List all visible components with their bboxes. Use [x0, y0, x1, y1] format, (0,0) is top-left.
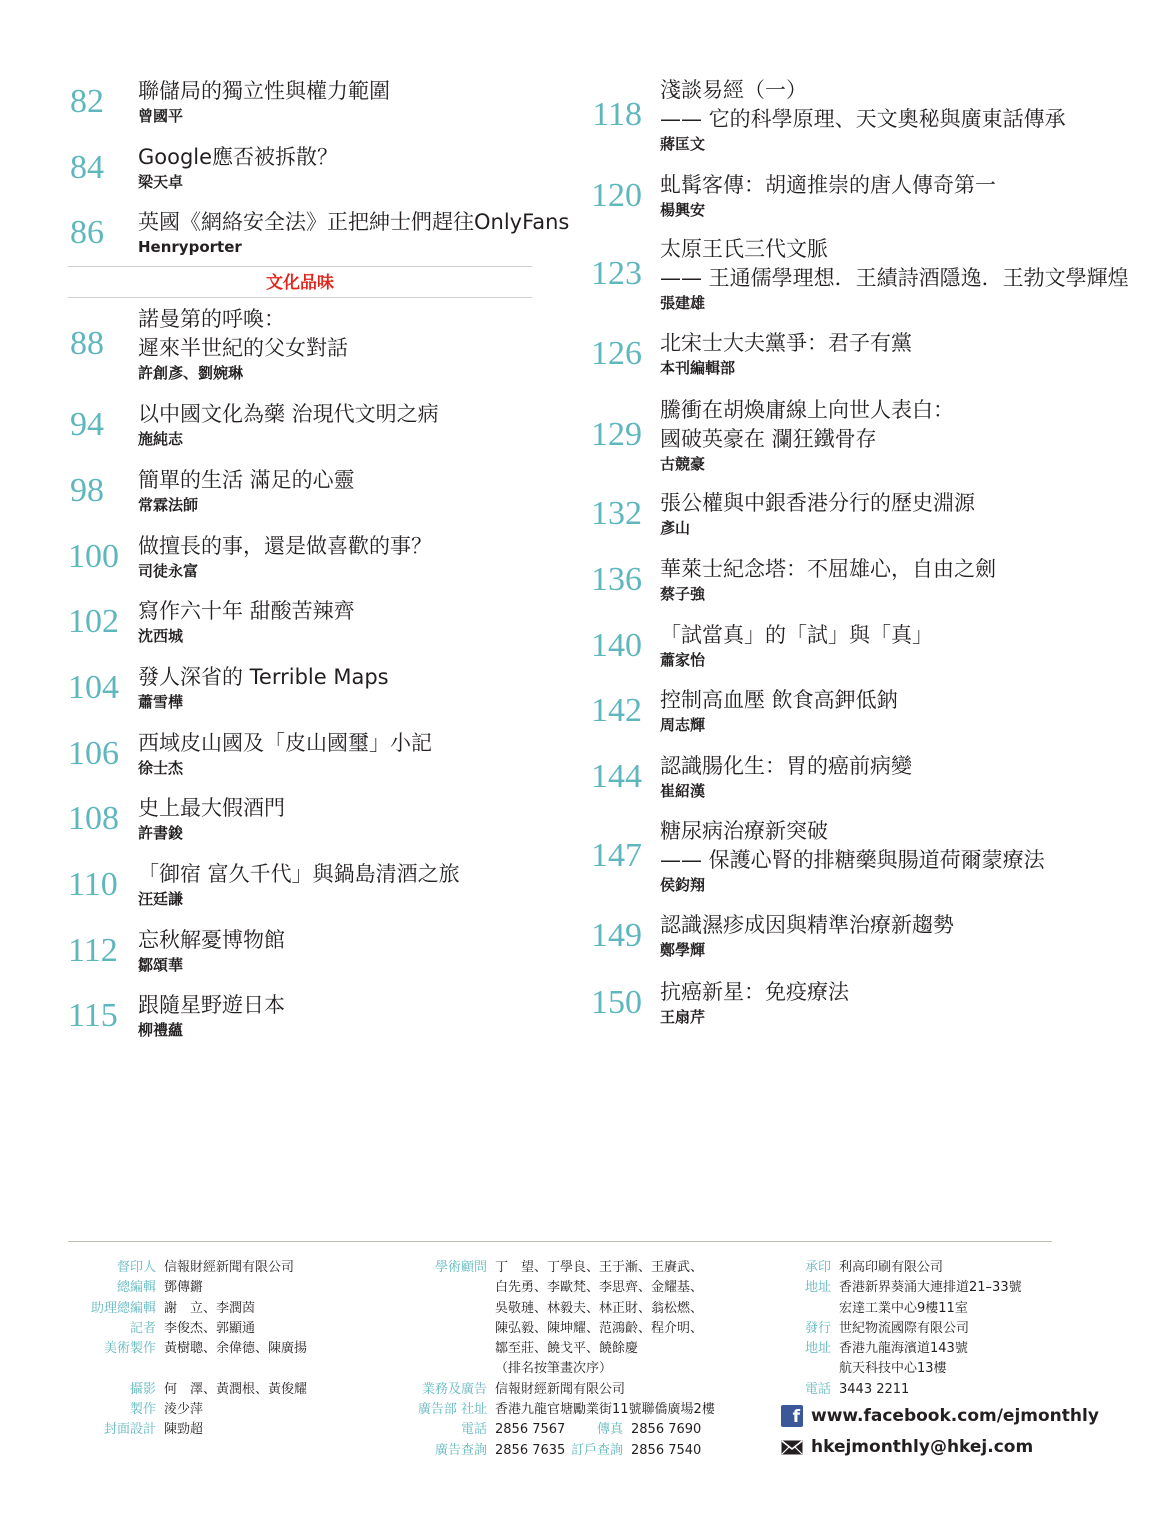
- article-title: 華萊士紀念塔：不屈雄心，自由之劍: [660, 557, 996, 581]
- facebook-url[interactable]: www.facebook.com/ejmonthly: [811, 1406, 1099, 1426]
- masthead-label: 承印: [804, 1260, 831, 1275]
- masthead-row: [80, 1339, 307, 1359]
- page-number: 112: [68, 931, 118, 969]
- masthead-value: 利高印刷有限公司: [839, 1260, 944, 1275]
- masthead-row: [405, 1339, 715, 1359]
- article-author: 柳禮蘊: [138, 1021, 184, 1039]
- page-number: 102: [68, 602, 119, 640]
- article-title: 忘秋解憂博物館: [138, 928, 285, 952]
- article-title: 認識腸化生：胃的癌前病變: [660, 754, 912, 778]
- article-author: 許書鋑: [138, 824, 184, 842]
- masthead-value: 陳勁超: [164, 1422, 204, 1438]
- page-number: 149: [591, 916, 642, 954]
- article-title: 做擅長的事，還是做喜歡的事？: [138, 534, 432, 558]
- article-author: 梁天卓: [138, 173, 184, 191]
- masthead-label: 傳真: [596, 1422, 623, 1438]
- masthead-value: 李俊杰、郭顯通: [164, 1320, 256, 1336]
- masthead-row: [405, 1400, 715, 1420]
- article-title: 史上最大假酒門: [138, 796, 285, 820]
- page-number: 94: [70, 405, 104, 443]
- masthead-value: 白先勇、李歐梵、李思齊、金耀基、: [495, 1280, 704, 1296]
- page-number: 126: [591, 334, 642, 372]
- article-title: 虬髯客傳：胡適推崇的唐人傳奇第一: [660, 173, 996, 197]
- masthead-label: 地址: [804, 1341, 831, 1357]
- masthead-row: [80, 1359, 307, 1379]
- section-label: 文化品味: [266, 273, 334, 293]
- masthead-row: [795, 1359, 1022, 1379]
- page-number: 86: [70, 213, 104, 251]
- article-title: 「試當真」的「試」與「真」: [660, 623, 933, 647]
- page-number: 123: [591, 255, 642, 292]
- article-title: 遲來半世紀的父女對話: [138, 336, 348, 360]
- article-title: 寫作六十年 甜酸苦辣齊: [138, 599, 355, 623]
- page-number: 100: [68, 537, 119, 575]
- article-author: 司徒永富: [138, 562, 199, 580]
- masthead-label: 美術製作: [103, 1341, 156, 1357]
- article-author: 本刊編輯部: [660, 359, 736, 377]
- article-title: 跟隨星野遊日本: [138, 993, 285, 1017]
- article-title: 簡單的生活 滿足的心靈: [138, 468, 355, 492]
- article-author: 鄒頌華: [138, 956, 184, 974]
- page-number: 144: [591, 757, 642, 795]
- masthead-label: 發行: [804, 1320, 831, 1336]
- article-author: 徐士杰: [138, 759, 184, 777]
- masthead-value: 黃樹聰、余偉德、陳廣揚: [164, 1341, 308, 1357]
- footer-rule: [68, 1241, 1052, 1242]
- article-author: 彥山: [660, 519, 691, 537]
- article-author: 王扇芹: [660, 1008, 706, 1026]
- article-title: 發人深省的 Terrible Maps: [138, 665, 389, 689]
- masthead-row: [80, 1380, 307, 1400]
- masthead-value: 宏達工業中心9樓11室: [839, 1300, 968, 1316]
- article-title: 聯儲局的獨立性與權力範圍: [138, 79, 390, 103]
- masthead-value: 2856 7540: [631, 1442, 702, 1458]
- article-title: —— 王通儒學理想．王績詩酒隱逸．王勃文學輝煌: [660, 266, 1129, 290]
- masthead-value: 2856 7635: [495, 1442, 566, 1458]
- article-author: 常霖法師: [138, 496, 199, 514]
- article-title: 諾曼第的呼喚：: [138, 307, 285, 331]
- page-number: 108: [68, 799, 119, 837]
- masthead-value: 鄧傳鏘: [164, 1280, 204, 1296]
- article-title: 以中國文化為藥 治現代文明之病: [138, 402, 439, 426]
- page-number: 98: [70, 471, 104, 509]
- page-number: 106: [68, 734, 119, 772]
- facebook-icon: f: [781, 1405, 803, 1427]
- article-author: 鄭學輝: [660, 941, 706, 959]
- masthead-value: 世紀物流國際有限公司: [839, 1320, 970, 1336]
- article-title: Google應否被拆散？: [138, 145, 339, 169]
- masthead-value: 香港九龍官塘勵業街11號聯僑廣場2樓: [495, 1402, 715, 1418]
- page-number: 115: [68, 996, 118, 1034]
- article-title: 糖尿病治療新突破: [660, 819, 828, 843]
- masthead-value: 航天科技中心13樓: [839, 1361, 947, 1377]
- masthead-label: 電話: [804, 1381, 831, 1397]
- page-number: 110: [68, 865, 118, 903]
- masthead-value: 3443 2211: [839, 1381, 910, 1397]
- masthead-label: 業務及廣告: [421, 1381, 487, 1397]
- masthead-row: [405, 1278, 715, 1298]
- article-title: 太原王氏三代文脈: [660, 237, 828, 261]
- masthead-value: 信報財經新聞有限公司: [495, 1381, 626, 1397]
- article-author: 施純志: [138, 430, 184, 448]
- masthead-value: 2856 7690: [631, 1422, 702, 1438]
- article-title: 國破英豪在 瀾狂鐵骨存: [660, 427, 877, 451]
- masthead-row: [795, 1278, 1022, 1298]
- article-author: Henryporter: [138, 238, 242, 256]
- masthead-value: 陳弘毅、陳坤耀、范鴻齡、程介明、: [495, 1320, 704, 1336]
- article-author: 曾國平: [138, 107, 184, 125]
- masthead-value: 鄒至莊、饒戈平、饒餘慶: [495, 1341, 639, 1357]
- masthead-row: [80, 1319, 307, 1339]
- page-number: 82: [70, 82, 104, 120]
- facebook-link[interactable]: [781, 1405, 1099, 1427]
- envelope-icon: [781, 1440, 803, 1455]
- masthead-row: [405, 1319, 715, 1339]
- masthead-row: [795, 1258, 1022, 1278]
- page-number: 142: [591, 691, 642, 729]
- masthead-row: [405, 1258, 715, 1278]
- article-author: 沈西城: [138, 627, 184, 645]
- page-number: 84: [70, 148, 104, 186]
- page-number: 136: [591, 560, 642, 598]
- page-number: 140: [591, 626, 642, 664]
- masthead-value: 吳敬璉、林毅夫、林正財、翁松燃、: [495, 1300, 704, 1316]
- article-author: 張建雄: [660, 294, 706, 312]
- masthead-contact-row: [405, 1420, 715, 1440]
- masthead-row: [795, 1299, 1022, 1319]
- masthead-value: （排名按筆畫次序）: [495, 1361, 613, 1377]
- article-title: 認識濕疹成因與精準治療新趨勢: [660, 913, 954, 937]
- masthead-value: 2856 7567: [495, 1422, 566, 1438]
- masthead-label: 地址: [804, 1280, 831, 1296]
- masthead-label: 總編輯: [116, 1280, 156, 1296]
- masthead-row: [80, 1400, 307, 1420]
- article-title: 抗癌新星：免疫療法: [660, 980, 849, 1004]
- masthead-label: 封面設計: [103, 1422, 156, 1438]
- masthead-value: 謝 立、李潤茵: [164, 1300, 256, 1316]
- article-author: 蔣匡文: [660, 135, 706, 153]
- masthead-value: 何 澤、黃潤根、黃俊耀: [164, 1381, 308, 1397]
- article-author: 蕭家怡: [660, 651, 706, 669]
- article-author: 周志輝: [660, 716, 706, 734]
- masthead-printing: [795, 1258, 1022, 1400]
- article-title: 北宋士大夫黨爭：君子有黨: [660, 331, 912, 355]
- masthead-advisors: [405, 1258, 715, 1461]
- page-number: 118: [592, 96, 642, 133]
- masthead-row: [80, 1278, 307, 1298]
- masthead-contact-row: [405, 1441, 715, 1461]
- article-title: 控制高血壓 飲食高鉀低鈉: [660, 688, 898, 712]
- masthead-value: 丁 望、丁學良、王于漸、王賡武、: [495, 1260, 704, 1275]
- page-number: 132: [591, 494, 642, 532]
- article-title: 「御宿 富久千代」與鍋島清酒之旅: [138, 862, 460, 886]
- article-title: 淺談易經（一）: [660, 78, 807, 102]
- masthead-label: 學術顧問: [434, 1260, 487, 1275]
- article-title: —— 保護心腎的排糖藥與腸道荷爾蒙療法: [660, 848, 1045, 872]
- masthead-row: [795, 1380, 1022, 1400]
- page-number: 104: [68, 668, 119, 706]
- masthead-label: 製作: [129, 1402, 156, 1418]
- masthead-value: 淩少萍: [164, 1402, 204, 1418]
- masthead-label: 攝影: [129, 1381, 156, 1397]
- masthead-row: [80, 1299, 307, 1319]
- masthead-label: 督印人: [116, 1260, 156, 1275]
- email-address[interactable]: hkejmonthly@hkej.com: [811, 1437, 1034, 1457]
- masthead-label: 廣告部 社址: [417, 1402, 487, 1418]
- section-rule-top: [68, 266, 532, 267]
- article-title: 西域皮山國及「皮山國璽」小記: [138, 731, 432, 755]
- masthead-value: 香港新界葵涌大連排道21–33號: [839, 1280, 1022, 1296]
- page-number: 129: [591, 416, 642, 453]
- masthead-label: 電話: [460, 1422, 487, 1438]
- page-number: 150: [591, 983, 642, 1021]
- article-author: 古競豪: [660, 455, 706, 473]
- article-author: 楊興安: [660, 201, 706, 219]
- masthead-value: 信報財經新聞有限公司: [164, 1260, 295, 1275]
- section-rule-bottom: [68, 297, 532, 298]
- article-author: 許創彥、劉婉琳: [138, 364, 244, 382]
- masthead-row: [405, 1359, 715, 1379]
- masthead-row: [795, 1339, 1022, 1359]
- page-number: 147: [591, 837, 642, 874]
- article-author: 崔紹漢: [660, 782, 706, 800]
- masthead-row: [795, 1319, 1022, 1339]
- masthead-row: [80, 1258, 307, 1278]
- page-number: 120: [591, 176, 642, 214]
- masthead-row: [80, 1420, 307, 1440]
- article-author: 汪廷謙: [138, 890, 184, 908]
- masthead-staff: [80, 1258, 307, 1441]
- masthead-label: 助理總編輯: [90, 1300, 156, 1316]
- email-link[interactable]: [781, 1437, 1033, 1457]
- article-author: 蕭雪樺: [138, 693, 184, 711]
- article-title: 英國《網絡安全法》正把紳士們趕往OnlyFans: [138, 210, 570, 234]
- masthead-row: [405, 1299, 715, 1319]
- masthead-label: 廣告查詢: [434, 1442, 487, 1458]
- masthead-value: 香港九龍海濱道143號: [839, 1341, 968, 1357]
- article-title: 騰衝在胡煥庸線上向世人表白：: [660, 398, 954, 422]
- masthead-row: [405, 1380, 715, 1400]
- page-number: 88: [70, 325, 104, 362]
- masthead-label: 記者: [129, 1320, 156, 1336]
- article-title: —— 它的科學原理、天文奧秘與廣東話傳承: [660, 107, 1066, 131]
- article-title: 張公權與中銀香港分行的歷史淵源: [660, 491, 975, 515]
- article-author: 侯鈞翔: [660, 876, 706, 894]
- article-author: 蔡子強: [660, 585, 706, 603]
- masthead-label: 訂戶查詢: [570, 1442, 623, 1458]
